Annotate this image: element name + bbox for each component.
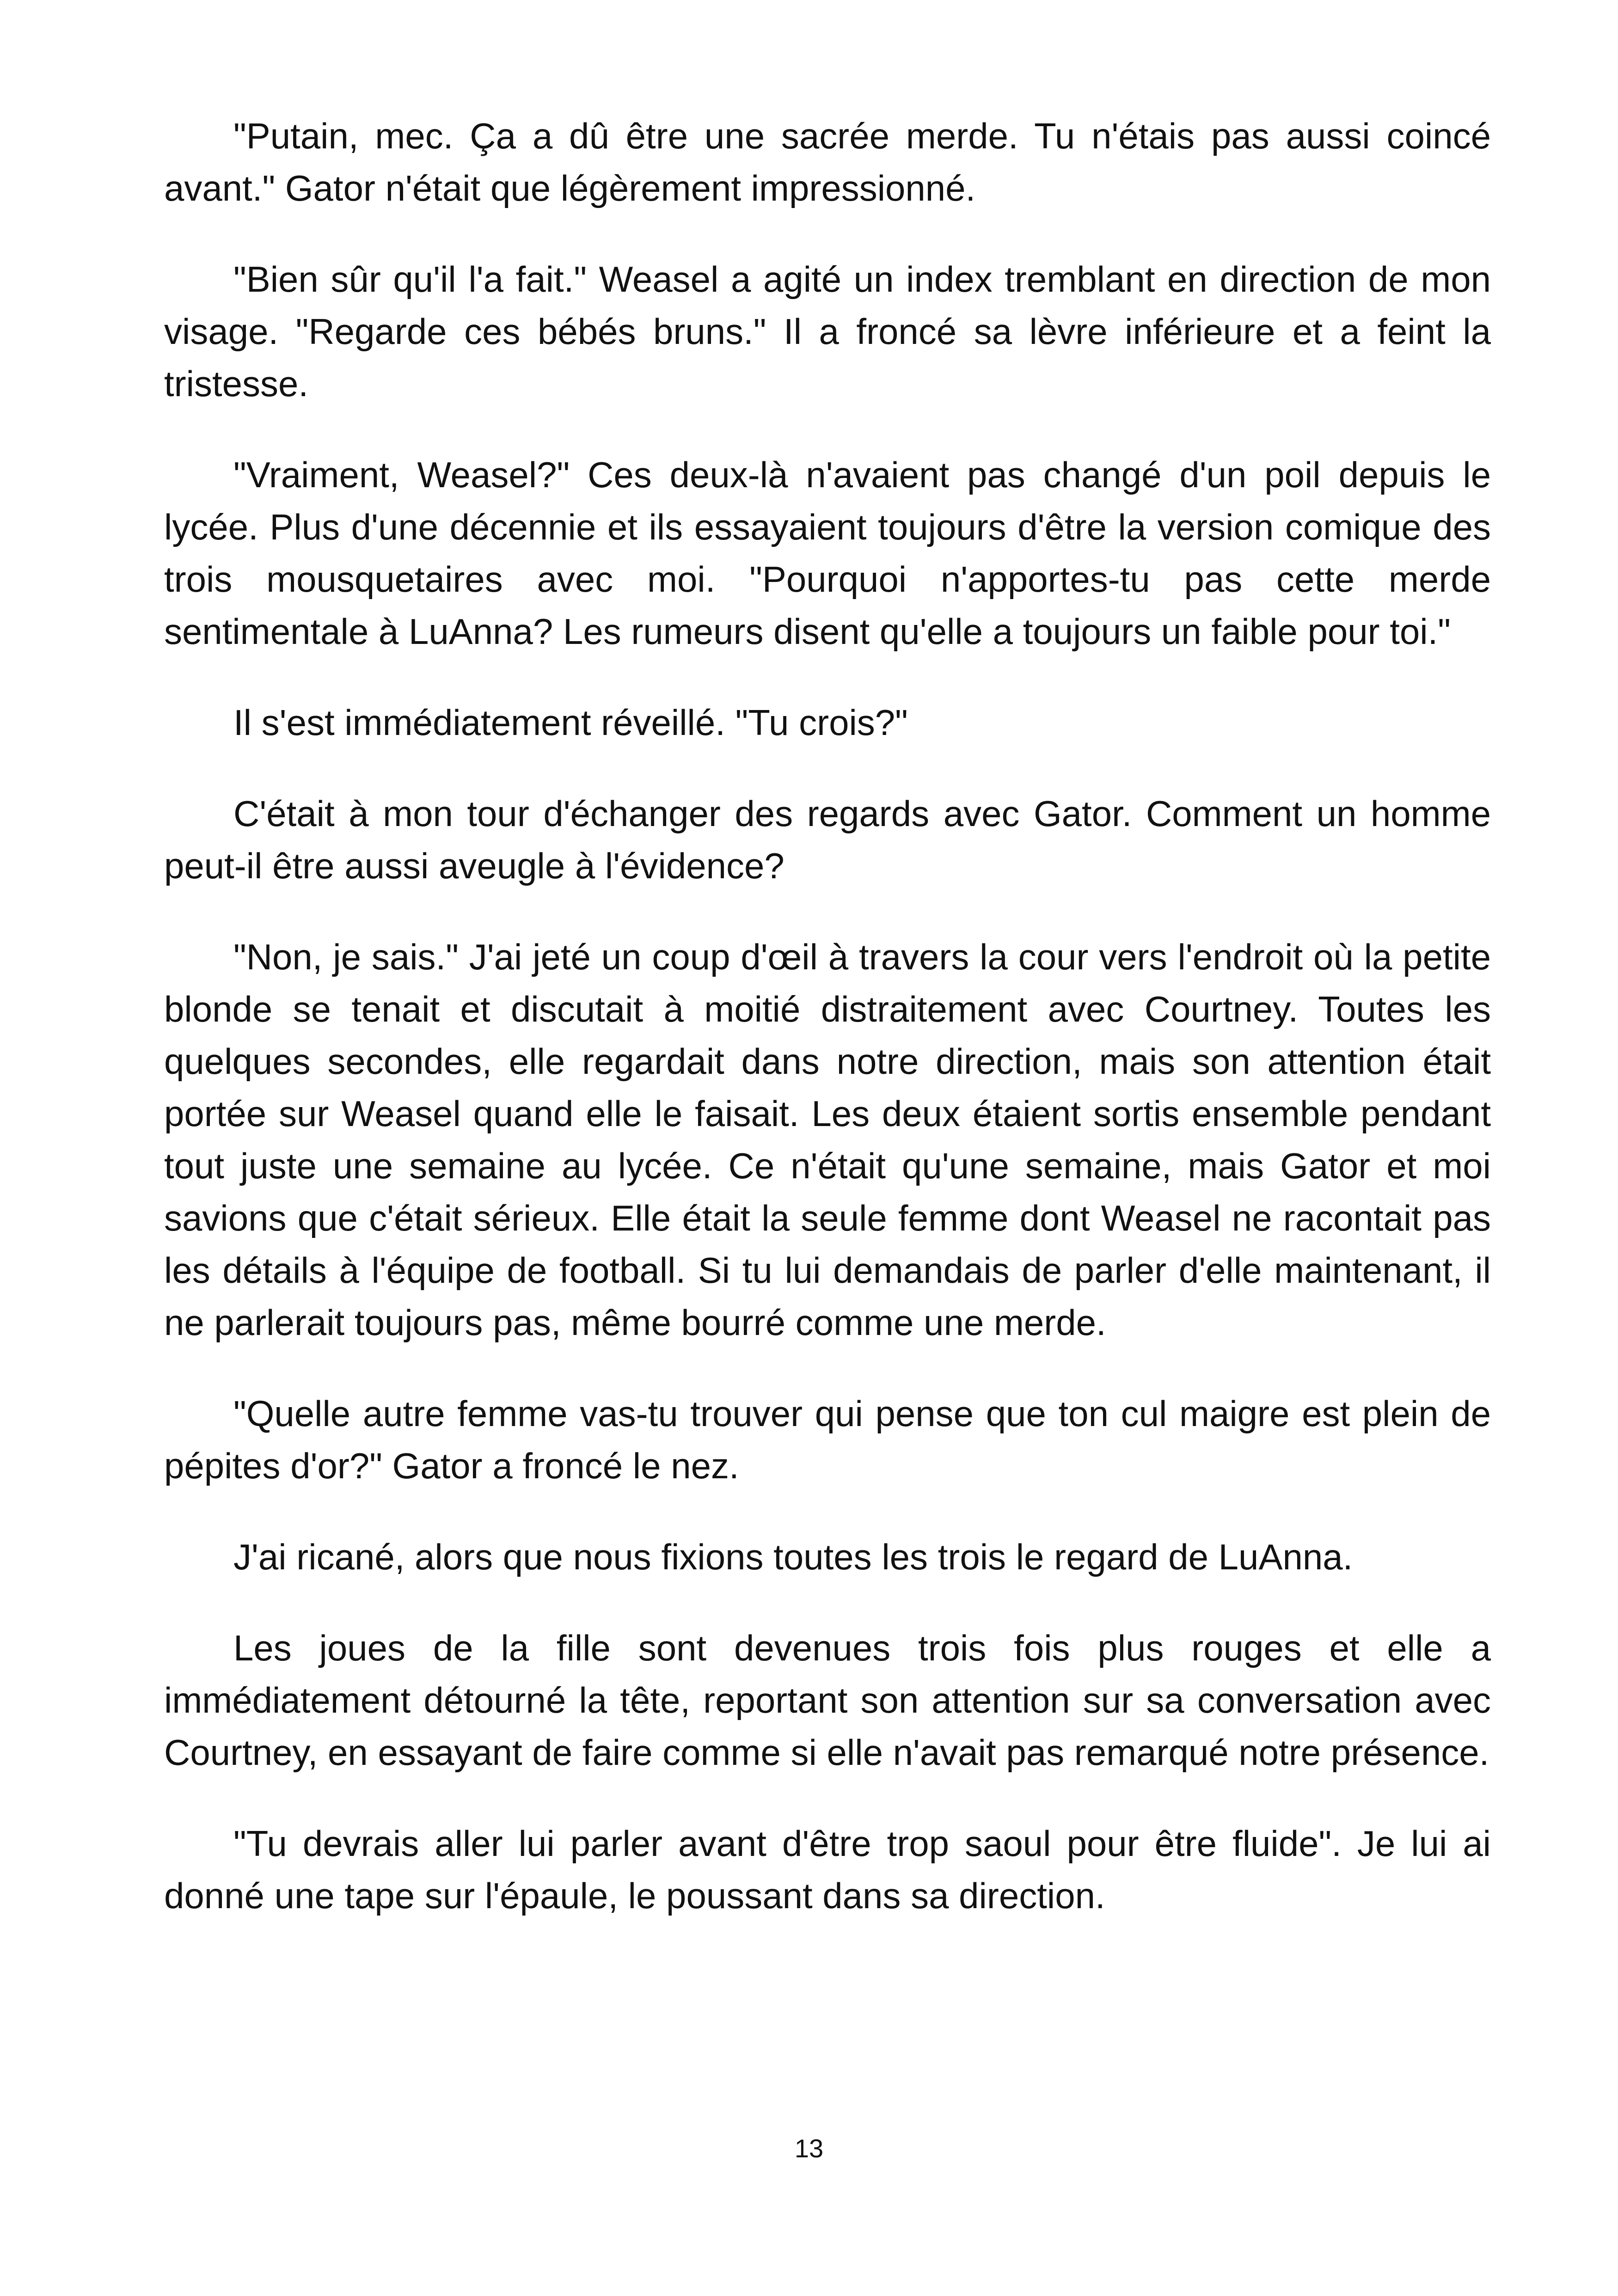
paragraph-1: "Putain, mec. Ça a dû être une sacrée merde. Tu n'étais pas aussi coincé avant." Gator n'était que légèrement impressionné. [164,116,1491,208]
paragraph-5: C'était à mon tour d'échanger des regards avec Gator. Comment un homme peut-il être aussi aveugle à l'évidence? [164,793,1491,886]
paragraph-2: "Bien sûr qu'il l'a fait." Weasel a agité un index tremblant en direction de mon visage. "Regarde ces bébés bruns." Il a froncé sa lèvre inférieure et a feint la tristesse. [164,259,1491,404]
paragraph-6: "Non, je sais." J'ai jeté un coup d'œil à travers la cour vers l'endroit où la petite blonde se tenait et discutait à moitié distraitement avec Courtney. Toutes les quelques secondes, elle regardait dans notre direction, mais son attention était portée sur Weasel quand elle le faisait. Les deux étaient sortis ensemble pendant tout juste une semaine au lycée. Ce n'était qu'une semaine, mais Gator et moi savions que c'était sérieux. Elle était la seule femme dont Weasel ne racontait pas les détails à l'équipe de football. Si tu lui demandais de parler d'elle maintenant, il ne parlerait toujours pas, même bourré comme une merde. [164,937,1491,1343]
paragraph-9: Les joues de la fille sont devenues trois fois plus rouges et elle a immédiatement détourné la tête, reportant son attention sur sa conversation avec Courtney, en essayant de faire comme si elle n'avait pas remarqué notre présence. [164,1628,1491,1773]
page-number: 13 [794,2134,824,2163]
body-text [164,110,1491,1961]
paragraph-7: "Quelle autre femme vas-tu trouver qui pense que ton cul maigre est plein de pépites d'or?" Gator a froncé le nez. [164,1393,1491,1486]
paragraph-8: J'ai ricané, alors que nous fixions toutes les trois le regard de LuAnna. [233,1537,1353,1577]
paragraph-10: "Tu devrais aller lui parler avant d'être trop saoul pour être fluide". Je lui ai donné une tape sur l'épaule, le poussant dans sa direction. [164,1823,1491,1916]
paragraph-4: Il s'est immédiatement réveillé. "Tu crois?" [233,702,908,743]
paragraph-3: "Vraiment, Weasel?" Ces deux-là n'avaient pas changé d'un poil depuis le lycée. Plus d'une décennie et ils essayaient toujours d'être la version comique des trois mousquetaires avec moi. "Pourquoi n'apportes-tu pas cette merde sentimentale à LuAnna? Les rumeurs disent qu'elle a toujours un faible pour toi." [164,454,1491,652]
